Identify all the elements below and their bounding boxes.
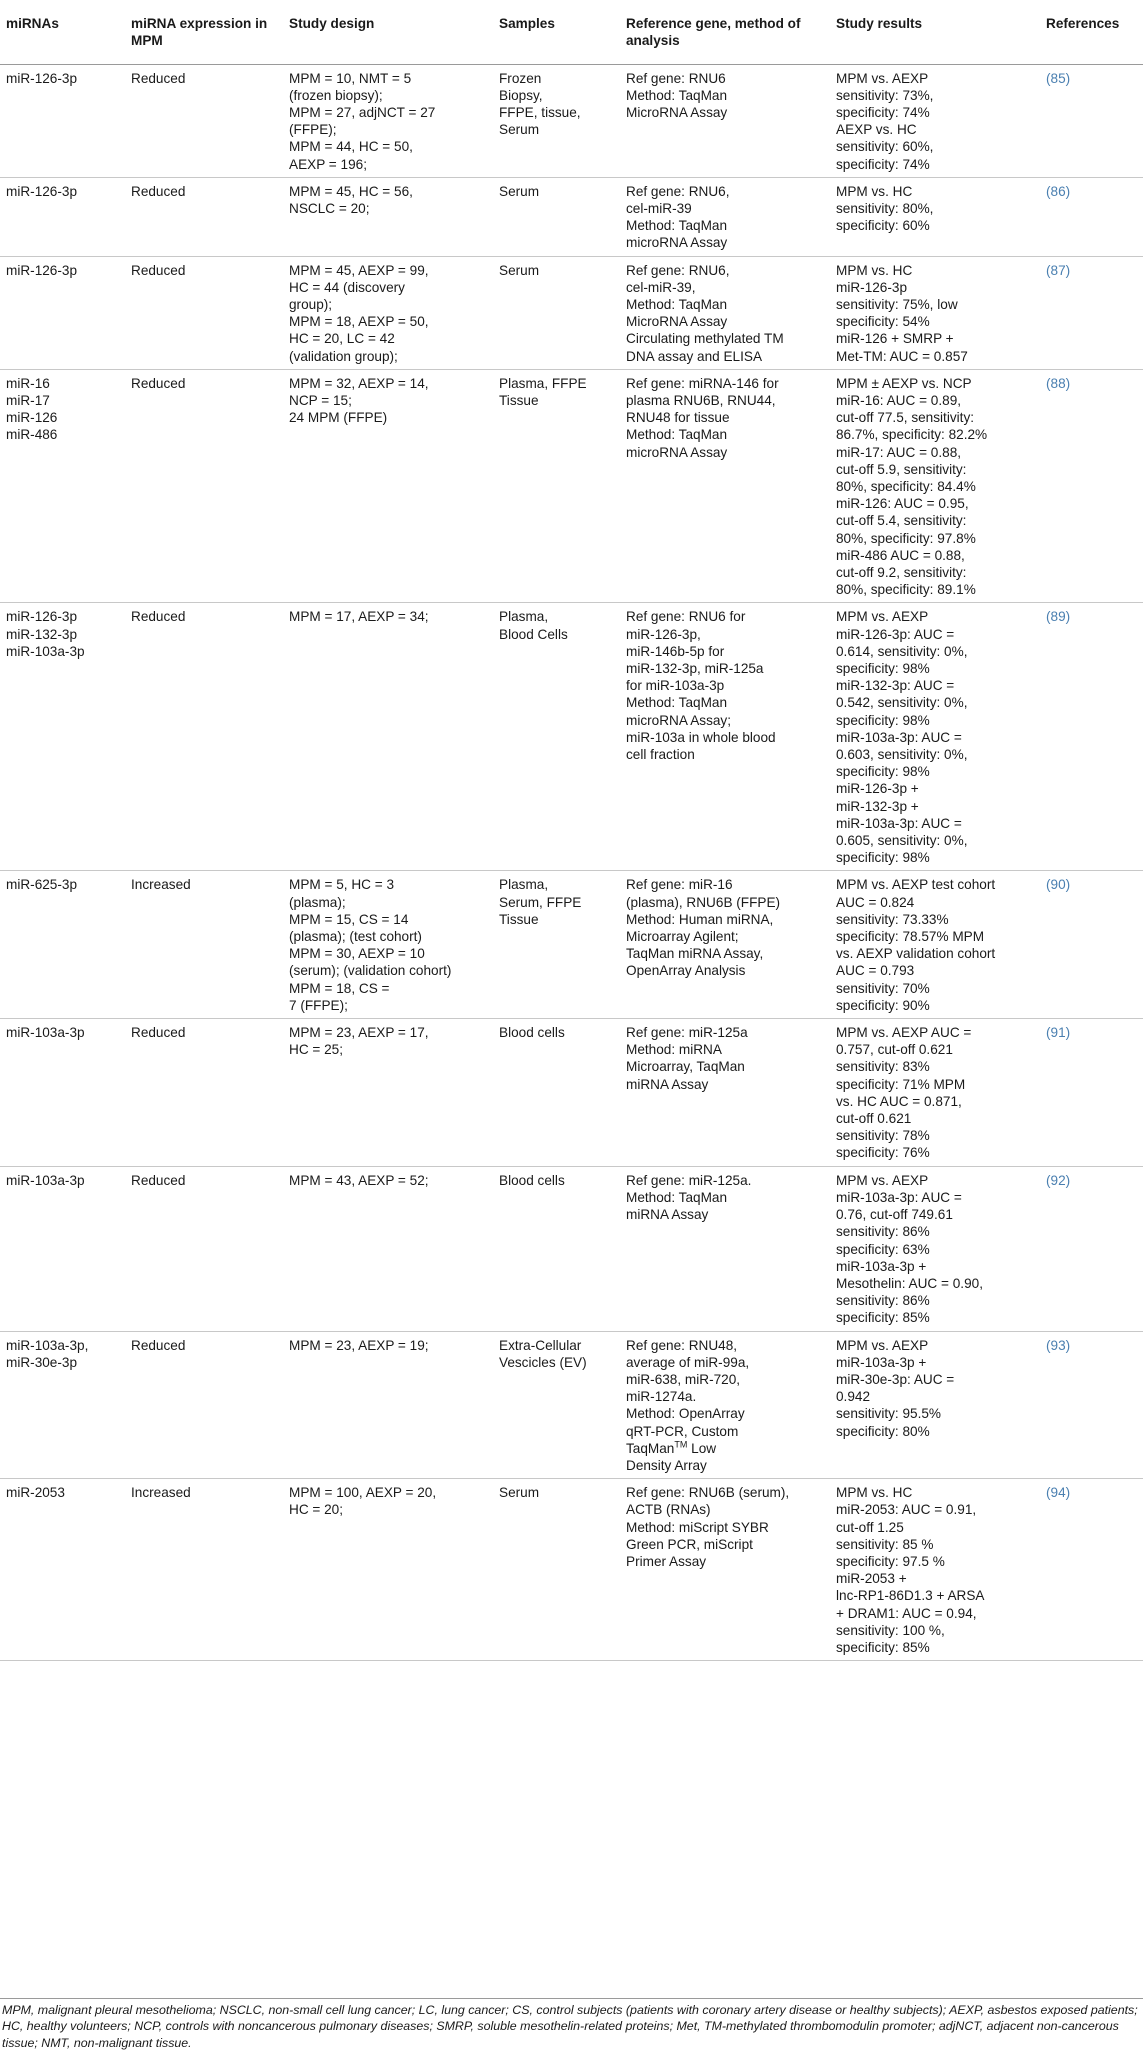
header-study-results: Study results [830,0,1040,64]
cell-expression: Increased [125,1479,283,1661]
cell-samples: Plasma, FFPE Tissue [493,369,620,603]
cell-study-design: MPM = 23, AEXP = 19; [283,1331,493,1479]
cell-study-results: MPM vs. AEXP AUC = 0.757, cut-off 0.621 sensitivity: 83% specificity: 71% MPM vs. HC AUC = 0.871, cut-off 0.621 sensitivity: 78% specificity: 76% [830,1019,1040,1167]
cell-reference-link[interactable]: (85) [1040,64,1143,177]
table-row [0,177,1143,256]
cell-samples: Serum [493,1479,620,1661]
cell-mirna: miR-126-3p [0,177,125,256]
header-expression: miRNA expression in MPM [125,0,283,64]
cell-mirna: miR-16 miR-17 miR-126 miR-486 [0,369,125,603]
cell-reference-link[interactable]: (88) [1040,369,1143,603]
cell-samples: Blood cells [493,1019,620,1167]
cell-mirna: miR-126-3p [0,256,125,369]
table-row [0,64,1143,177]
cell-expression: Reduced [125,177,283,256]
cell-samples: Serum [493,177,620,256]
cell-expression: Reduced [125,369,283,603]
header-study-design: Study design [283,0,493,64]
cell-expression: Reduced [125,64,283,177]
cell-reference-method: Ref gene: RNU6, cel-miR-39, Method: TaqMan MicroRNA Assay Circulating methylated TM DNA assay and ELISA [620,256,830,369]
cell-expression: Reduced [125,256,283,369]
cell-samples: Blood cells [493,1166,620,1331]
cell-samples: Serum [493,256,620,369]
cell-reference-method: Ref gene: RNU6, cel-miR-39 Method: TaqMan microRNA Assay [620,177,830,256]
cell-reference-link[interactable]: (89) [1040,603,1143,871]
cell-expression: Reduced [125,603,283,871]
table-row [0,369,1143,603]
cell-samples: Frozen Biopsy, FFPE, tissue, Serum [493,64,620,177]
trademark-superscript: TM [674,1439,688,1450]
header-reference-gene: Reference gene, method of analysis [620,0,830,64]
cell-study-design: MPM = 32, AEXP = 14, NCP = 15; 24 MPM (FFPE) [283,369,493,603]
cell-reference-method: Ref gene: miRNA-146 for plasma RNU6B, RNU44, RNU48 for tissue Method: TaqMan microRNA Assay [620,369,830,603]
cell-expression: Increased [125,871,283,1019]
table-row [0,603,1143,871]
cell-study-results: MPM vs. AEXP sensitivity: 73%, specificity: 74% AEXP vs. HC sensitivity: 60%, specificity: 74% [830,64,1040,177]
cell-reference-method: Ref gene: RNU48, average of miR-99a, miR-638, miR-720, miR-1274a. Method: OpenArray qRT-PCR, Custom TaqMan™ Low Density Array [620,1331,830,1479]
cell-reference-link[interactable]: (93) [1040,1331,1143,1479]
cell-reference-method: Ref gene: RNU6 Method: TaqMan MicroRNA Assay [620,64,830,177]
cell-study-results: MPM ± AEXP vs. NCP miR-16: AUC = 0.89, cut-off 77.5, sensitivity: 86.7%, specificity: 82.2% miR-17: AUC = 0.88, cut-off 5.9, sensitivity: 80%, specificity: 84.4% miR-126: AUC = 0.95, cut-off 5.4, sensitivity: 80%, specificity: 97.8% miR-486 AUC = 0.88, cut-off 9.2, sensitivity: 80%, specificity: 89.1% [830,369,1040,603]
cell-samples: Extra-Cellular Vescicles (EV) [493,1331,620,1479]
table-row [0,256,1143,369]
cell-reference-method: Ref gene: miR-125a. Method: TaqMan miRNA Assay [620,1166,830,1331]
cell-samples: Plasma, Blood Cells [493,603,620,871]
cell-study-results: MPM vs. HC miR-126-3p sensitivity: 75%, low specificity: 54% miR-126 + SMRP + Met-TM: AUC = 0.857 [830,256,1040,369]
cell-reference-method: Ref gene: RNU6B (serum), ACTB (RNAs) Method: miScript SYBR Green PCR, miScript Primer Assay [620,1479,830,1661]
cell-reference-link[interactable]: (92) [1040,1166,1143,1331]
table-row [0,1166,1143,1331]
cell-mirna: miR-126-3p miR-132-3p miR-103a-3p [0,603,125,871]
cell-study-design: MPM = 17, AEXP = 34; [283,603,493,871]
cell-reference-link[interactable]: (91) [1040,1019,1143,1167]
cell-samples: Plasma, Serum, FFPE Tissue [493,871,620,1019]
header-mirnas: miRNAs [0,0,125,64]
cell-study-design: MPM = 45, AEXP = 99, HC = 44 (discovery group); MPM = 18, AEXP = 50, HC = 20, LC = 42 (validation group); [283,256,493,369]
table-header-row [0,0,1143,64]
cell-mirna: miR-103a-3p [0,1166,125,1331]
cell-reference-method: Ref gene: miR-16 (plasma), RNU6B (FFPE) Method: Human miRNA, Microarray Agilent; TaqMan miRNA Assay, OpenArray Analysis [620,871,830,1019]
cell-reference-link[interactable]: (94) [1040,1479,1143,1661]
cell-mirna: miR-126-3p [0,64,125,177]
cell-study-results: MPM vs. HC sensitivity: 80%, specificity: 60% [830,177,1040,256]
cell-study-results: MPM vs. AEXP test cohort AUC = 0.824 sensitivity: 73.33% specificity: 78.57% MPM vs. AEXP validation cohort AUC = 0.793 sensitivity: 70% specificity: 90% [830,871,1040,1019]
cell-study-results: MPM vs. HC miR-2053: AUC = 0.91, cut-off 1.25 sensitivity: 85 % specificity: 97.5 % miR-2053 + lnc-RP1-86D1.3 + ARSA + DRAM1: AUC = 0.94, sensitivity: 100 %, specificity: 85% [830,1479,1040,1661]
cell-study-design: MPM = 23, AEXP = 17, HC = 25; [283,1019,493,1167]
table-row [0,871,1143,1019]
cell-reference-method: Ref gene: miR-125a Method: miRNA Microarray, TaqMan miRNA Assay [620,1019,830,1167]
cell-expression: Reduced [125,1331,283,1479]
cell-study-results: MPM vs. AEXP miR-103a-3p: AUC = 0.76, cut-off 749.61 sensitivity: 86% specificity: 63% miR-103a-3p + Mesothelin: AUC = 0.90, sensitivity: 86% specificity: 85% [830,1166,1040,1331]
table-body [0,64,1143,1661]
table-row [0,1479,1143,1661]
cell-study-design: MPM = 5, HC = 3 (plasma); MPM = 15, CS = 14 (plasma); (test cohort) MPM = 30, AEXP = 10 (serum); (validation cohort) MPM = 18, CS = 7 (FFPE); [283,871,493,1019]
cell-expression: Reduced [125,1166,283,1331]
table-row [0,1331,1143,1479]
cell-study-results: MPM vs. AEXP miR-103a-3p + miR-30e-3p: AUC = 0.942 sensitivity: 95.5% specificity: 80% [830,1331,1040,1479]
cell-reference-link[interactable]: (86) [1040,177,1143,256]
cell-study-design: MPM = 10, NMT = 5 (frozen biopsy); MPM = 27, adjNCT = 27 (FFPE); MPM = 44, HC = 50, AEXP = 196; [283,64,493,177]
cell-reference-method: Ref gene: RNU6 for miR-126-3p, miR-146b-5p for miR-132-3p, miR-125a for miR-103a-3p Method: TaqMan microRNA Assay; miR-103a in whole blood cell fraction [620,603,830,871]
table-footnote: MPM, malignant pleural mesothelioma; NSCLC, non-small cell lung cancer; LC, lung cancer; CS, control subjects (patients with coronary artery disease or healthy subjects); AEXP, asbestos exposed patients; HC, healthy volunteers; NCP, controls with noncancerous pulmonary diseases; SMRP, soluble mesothelin-related proteins; Met, TM-methylated thrombomodulin promoter; adjNCT, adjacent non-cancerous tissue; NMT, non-malignant tissue. [0,1998,1143,2051]
cell-study-results: MPM vs. AEXP miR-126-3p: AUC = 0.614, sensitivity: 0%, specificity: 98% miR-132-3p: AUC = 0.542, sensitivity: 0%, specificity: 98% miR-103a-3p: AUC = 0.603, sensitivity: 0%, specificity: 98% miR-126-3p + miR-132-3p + miR-103a-3p: AUC = 0.605, sensitivity: 0%, specificity: 98% [830,603,1040,871]
table-row [0,1019,1143,1167]
cell-reference-link[interactable]: (87) [1040,256,1143,369]
cell-study-design: MPM = 43, AEXP = 52; [283,1166,493,1331]
cell-study-design: MPM = 100, AEXP = 20, HC = 20; [283,1479,493,1661]
cell-study-design: MPM = 45, HC = 56, NSCLC = 20; [283,177,493,256]
cell-mirna: miR-625-3p [0,871,125,1019]
cell-mirna: miR-2053 [0,1479,125,1661]
header-samples: Samples [493,0,620,64]
cell-mirna: miR-103a-3p, miR-30e-3p [0,1331,125,1479]
cell-mirna: miR-103a-3p [0,1019,125,1167]
cell-expression: Reduced [125,1019,283,1167]
header-references: References [1040,0,1143,64]
cell-reference-link[interactable]: (90) [1040,871,1143,1019]
